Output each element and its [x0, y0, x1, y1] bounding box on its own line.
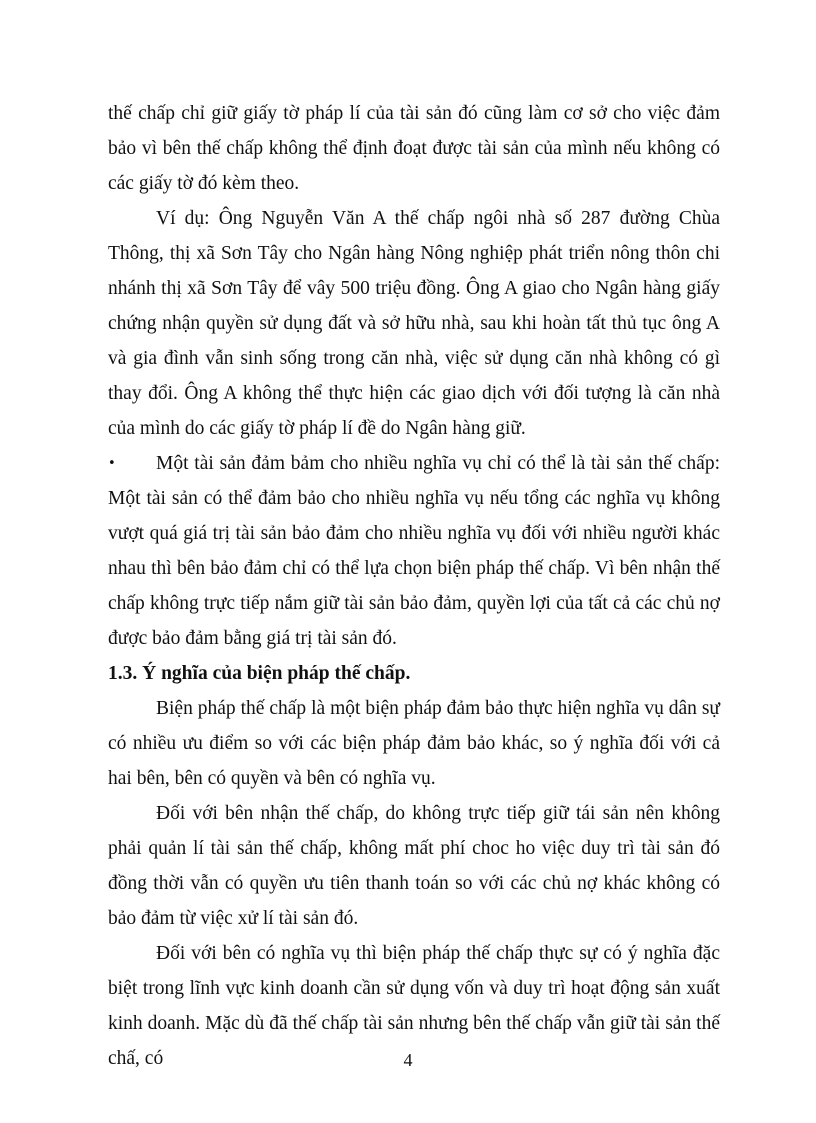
section-heading: 1.3. Ý nghĩa của biện pháp thế chấp. — [108, 663, 411, 684]
document-body — [108, 96, 720, 1076]
paragraph-obligor: Đối với bên có nghĩa vụ thì biện pháp thế chấp thực sự có ý nghĩa đặc biệt trong lĩnh vực kinh doanh cần sử dụng vốn và duy trì hoạt động sản xuất kinh doanh. Mặc dù đã thế chấp tài sản nhưng bên thế chấp vẫn giữ tài sản thế chấ, có — [108, 943, 720, 1069]
bullet-mark: • — [108, 456, 116, 471]
paragraph-continuation: thế chấp chỉ giữ giấy tờ pháp lí của tài sản đó cũng làm cơ sở cho việc đảm bảo vì bên thế chấp không thể định đoạt được tài sản của mình nếu không có các giấy tờ đó kèm theo. — [108, 103, 720, 194]
page-number: 4 — [403, 1050, 413, 1070]
paragraph-example: Ví dụ: Ông Nguyễn Văn A thế chấp ngôi nhà số 287 đường Chùa Thông, thị xã Sơn Tây cho Ngân hàng Nông nghiệp phát triển nông thôn chi nhánh thị xã Sơn Tây để vây 500 triệu đồng. Ông A giao cho Ngân hàng giấy chứng nhận quyền sử dụng đất và sở hữu nhà, sau khi hoàn tất thủ tục ông A và gia đình vẫn sinh sống trong căn nhà, việc sử dụng căn nhà không có gì thay đổi. Ông A không thể thực hiện các giao dịch với đối tượng là căn nhà của mình do các giấy tờ pháp lí đề do Ngân hàng giữ. — [108, 208, 720, 439]
bullet-item — [108, 446, 720, 656]
paragraph-mortgagee: Đối với bên nhận thế chấp, do không trực tiếp giữ tái sản nên không phải quản lí tài sản thế chấp, không mất phí choc ho việc duy trì tài sản đó đồng thời vẫn có quyền ưu tiên thanh toán so với các chủ nợ khác không có bảo đảm từ việc xử lí tài sản đó. — [108, 803, 720, 929]
paragraph-meaning: Biện pháp thế chấp là một biện pháp đảm bảo thực hiện nghĩa vụ dân sự có nhiều ưu điểm so với các biện pháp đảm bảo khác, so ý nghĩa đối với cả hai bên, bên có quyền và bên có nghĩa vụ. — [108, 698, 720, 789]
bullet-text: Một tài sản đảm bảm cho nhiều nghĩa vụ chỉ có thể là tài sản thế chấp: Một tài sản có thể đảm bảo cho nhiều nghĩa vụ nếu tổng các nghĩa vụ không vượt quá giá trị tài sản bảo đảm cho nhiều nghĩa vụ đối với nhiều người khác nhau thì bên bảo đảm chỉ có thể lựa chọn biện pháp thế chấp. Vì bên nhận thế chấp không trực tiếp nắm giữ tài sản bảo đảm, quyền lợi của tất cả các chủ nợ được bảo đảm bằng giá trị tài sản đó. — [108, 453, 720, 649]
